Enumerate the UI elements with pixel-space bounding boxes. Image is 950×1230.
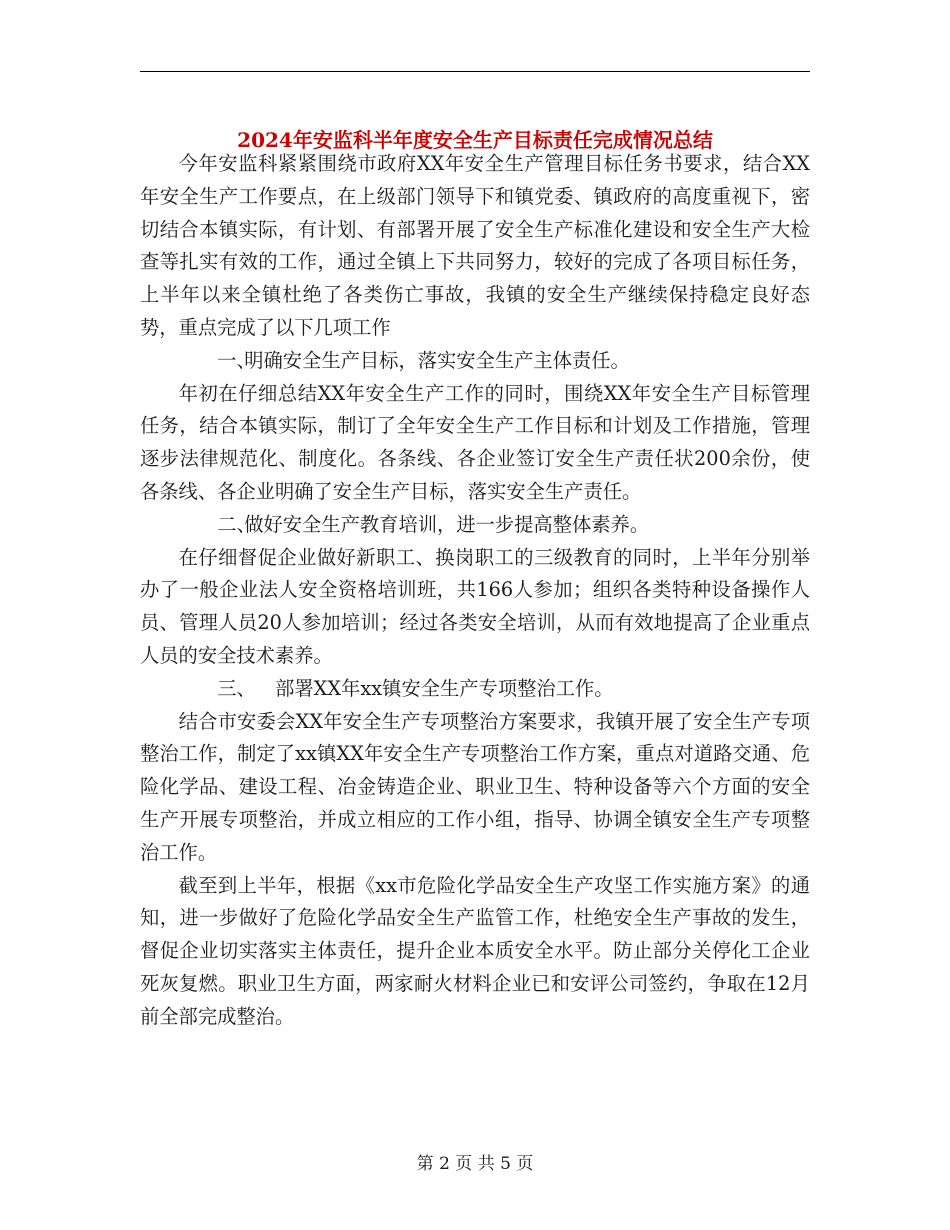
section-number-2: 二、 [217,512,256,536]
section-heading-2 [140,509,810,542]
header-rule [140,71,810,72]
document-title: 2024年安监科半年度安全生产目标责任完成情况总结 [237,128,713,153]
section-heading-1-text: 明确安全生产目标，落实安全生产主体责任。 [244,348,630,372]
body-paragraph-section-3b: 截至到上半年，根据《xx市危险化学品安全生产攻坚工作实施方案》的通知，进一步做好了危险化学品安全生产监管工作，杜绝安全生产事故的发生，督促企业切实落实主体责任，提升企业本质安全水平。防止部分关停化工企业死灰复燃。职业卫生方面，两家耐火材料企业已和安评公司签约，争取在12月前全部完成整治。 [140,873,810,1028]
page-number-footer: 第 2 页 共 5 页 [416,1154,534,1174]
body-paragraph-section-2: 在仔细督促企业做好新职工、换岗职工的三级教育的同时，上半年分别举办了一般企业法人安全资格培训班，共166人参加；组织各类特种设备操作人员、管理人员20人参加培训；经过各类安全培训，从而有效地提高了企业重点人员的安全技术素养。 [140,545,810,667]
section-heading-2-text: 做好安全生产教育培训，进一步提高整体素养。 [244,512,650,536]
document-body [140,148,810,1034]
body-paragraph-section-1: 年初在仔细总结XX年安全生产工作的同时，围绕XX年安全生产目标管理任务，结合本镇实际，制订了全年安全生产工作目标和计划及工作措施，管理逐步法律规范化、制度化。各条线、各企业签订安全生产责任状200余份，使各条线、各企业明确了安全生产目标，落实安全生产责任。 [140,381,810,503]
section-heading-3-text: 部署XX年xx镇安全生产专项整治工作。 [275,676,614,700]
section-heading-3 [140,673,810,706]
section-number-1: 一、 [217,348,256,372]
section-number-3: 三、 [217,676,256,700]
body-paragraph-intro: 今年安监科紧紧围绕市政府XX年安全生产管理目标任务书要求，结合XX年安全生产工作要点，在上级部门领导下和镇党委、镇政府的高度重视下，密切结合本镇实际，有计划、有部署开展了安全生产标准化建设和安全生产大检查等扎实有效的工作，通过全镇上下共同努力，较好的完成了各项目标任务，上半年以来全镇杜绝了各类伤亡事故，我镇的安全生产继续保持稳定良好态势，重点完成了以下几项工作 [140,152,810,339]
section-heading-1 [140,345,810,378]
body-paragraph-section-3a: 结合市安委会XX年安全生产专项整治方案要求，我镇开展了安全生产专项整治工作，制定了xx镇XX年安全生产专项整治工作方案，重点对道路交通、危险化学品、建设工程、冶金铸造企业、职业卫生、特种设备等六个方面的安全生产开展专项整治，并成立相应的工作小组，指导、协调全镇安全生产专项整治工作。 [140,709,810,864]
